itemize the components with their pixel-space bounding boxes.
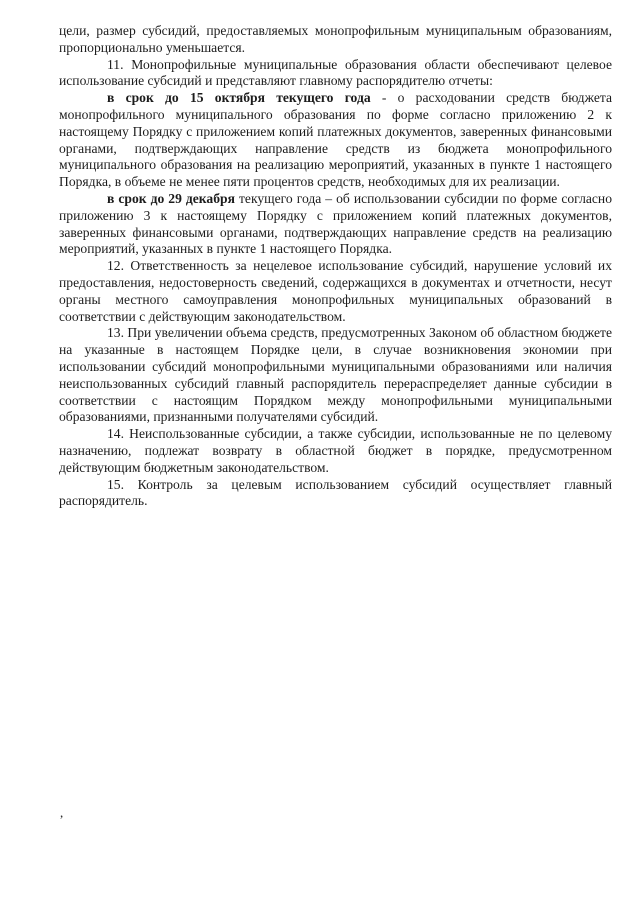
document-page: [59, 23, 612, 510]
item-2-text: текущего года – об использовании субсидии по форме согласно приложению 3 к настоящему Порядку с приложением копий платежных документов, заверенных финансовыми органами, подтверждающих направление средств на реализацию мероприятий, указанных в пункте 1 настоящего Порядка.: [59, 190, 612, 257]
paragraph-11-item-1: [59, 90, 612, 191]
paragraph-10-continuation: цели, размер субсидий, предоставляемых монопрофильным муниципальным образованиям, пропорционально уменьшается.: [59, 23, 612, 55]
paragraph-11: 11. Монопрофильные муниципальные образования области обеспечивают целевое использование субсидий и представляют главному распорядителю отчеты:: [59, 56, 612, 89]
paragraph-12: 12. Ответственность за нецелевое использование субсидий, нарушение условий их предоставления, недостоверность сведений, содержащихся в документах и отчетности, несут органы местного самоуправления монопрофильных муниципальных образований в соответствии с действующим законодательством.: [59, 258, 612, 324]
paragraph-14: 14. Неиспользованные субсидии, а также субсидии, использованные не по целевому назначению, подлежат возврату в областной бюджет в порядке, предусмотренном действующим бюджетным законодательством.: [59, 426, 612, 475]
paragraph-13: 13. При увеличении объема средств, предусмотренных Законом об областном бюджете на указанные в настоящем Порядке цели, в случае возникновения экономии при использовании субсидий монопрофильными муниципальными образованиями или наличия неиспользованных субсидий главный распорядитель перераспределяет данные субсидии в соответствии с настоящим Порядком между монопрофильными муниципальными образованиями, признанными получателями субсидий.: [59, 325, 612, 425]
footnote-mark: ,: [60, 805, 64, 820]
item-1-text: - о расходовании средств бюджета монопрофильного муниципального образования по форме согласно приложению 2 к настоящему Порядку с приложением копий платежных документов, заверенных финансовыми органами, подтверждающих направление средств из бюджета монопрофильного муниципального образования на реализацию мероприятий, указанных в пункте 1 настоящего Порядка, в объеме не менее пяти процентов средств, необходимых для их реализации.: [59, 90, 612, 190]
paragraph-15: 15. Контроль за целевым использованием субсидий осуществляет главный распорядитель.: [59, 476, 612, 509]
deadline-october: в срок до 15 октября текущего года: [107, 90, 371, 106]
deadline-december: в срок до 29 декабря: [107, 190, 235, 206]
paragraph-11-item-2: [59, 191, 612, 258]
